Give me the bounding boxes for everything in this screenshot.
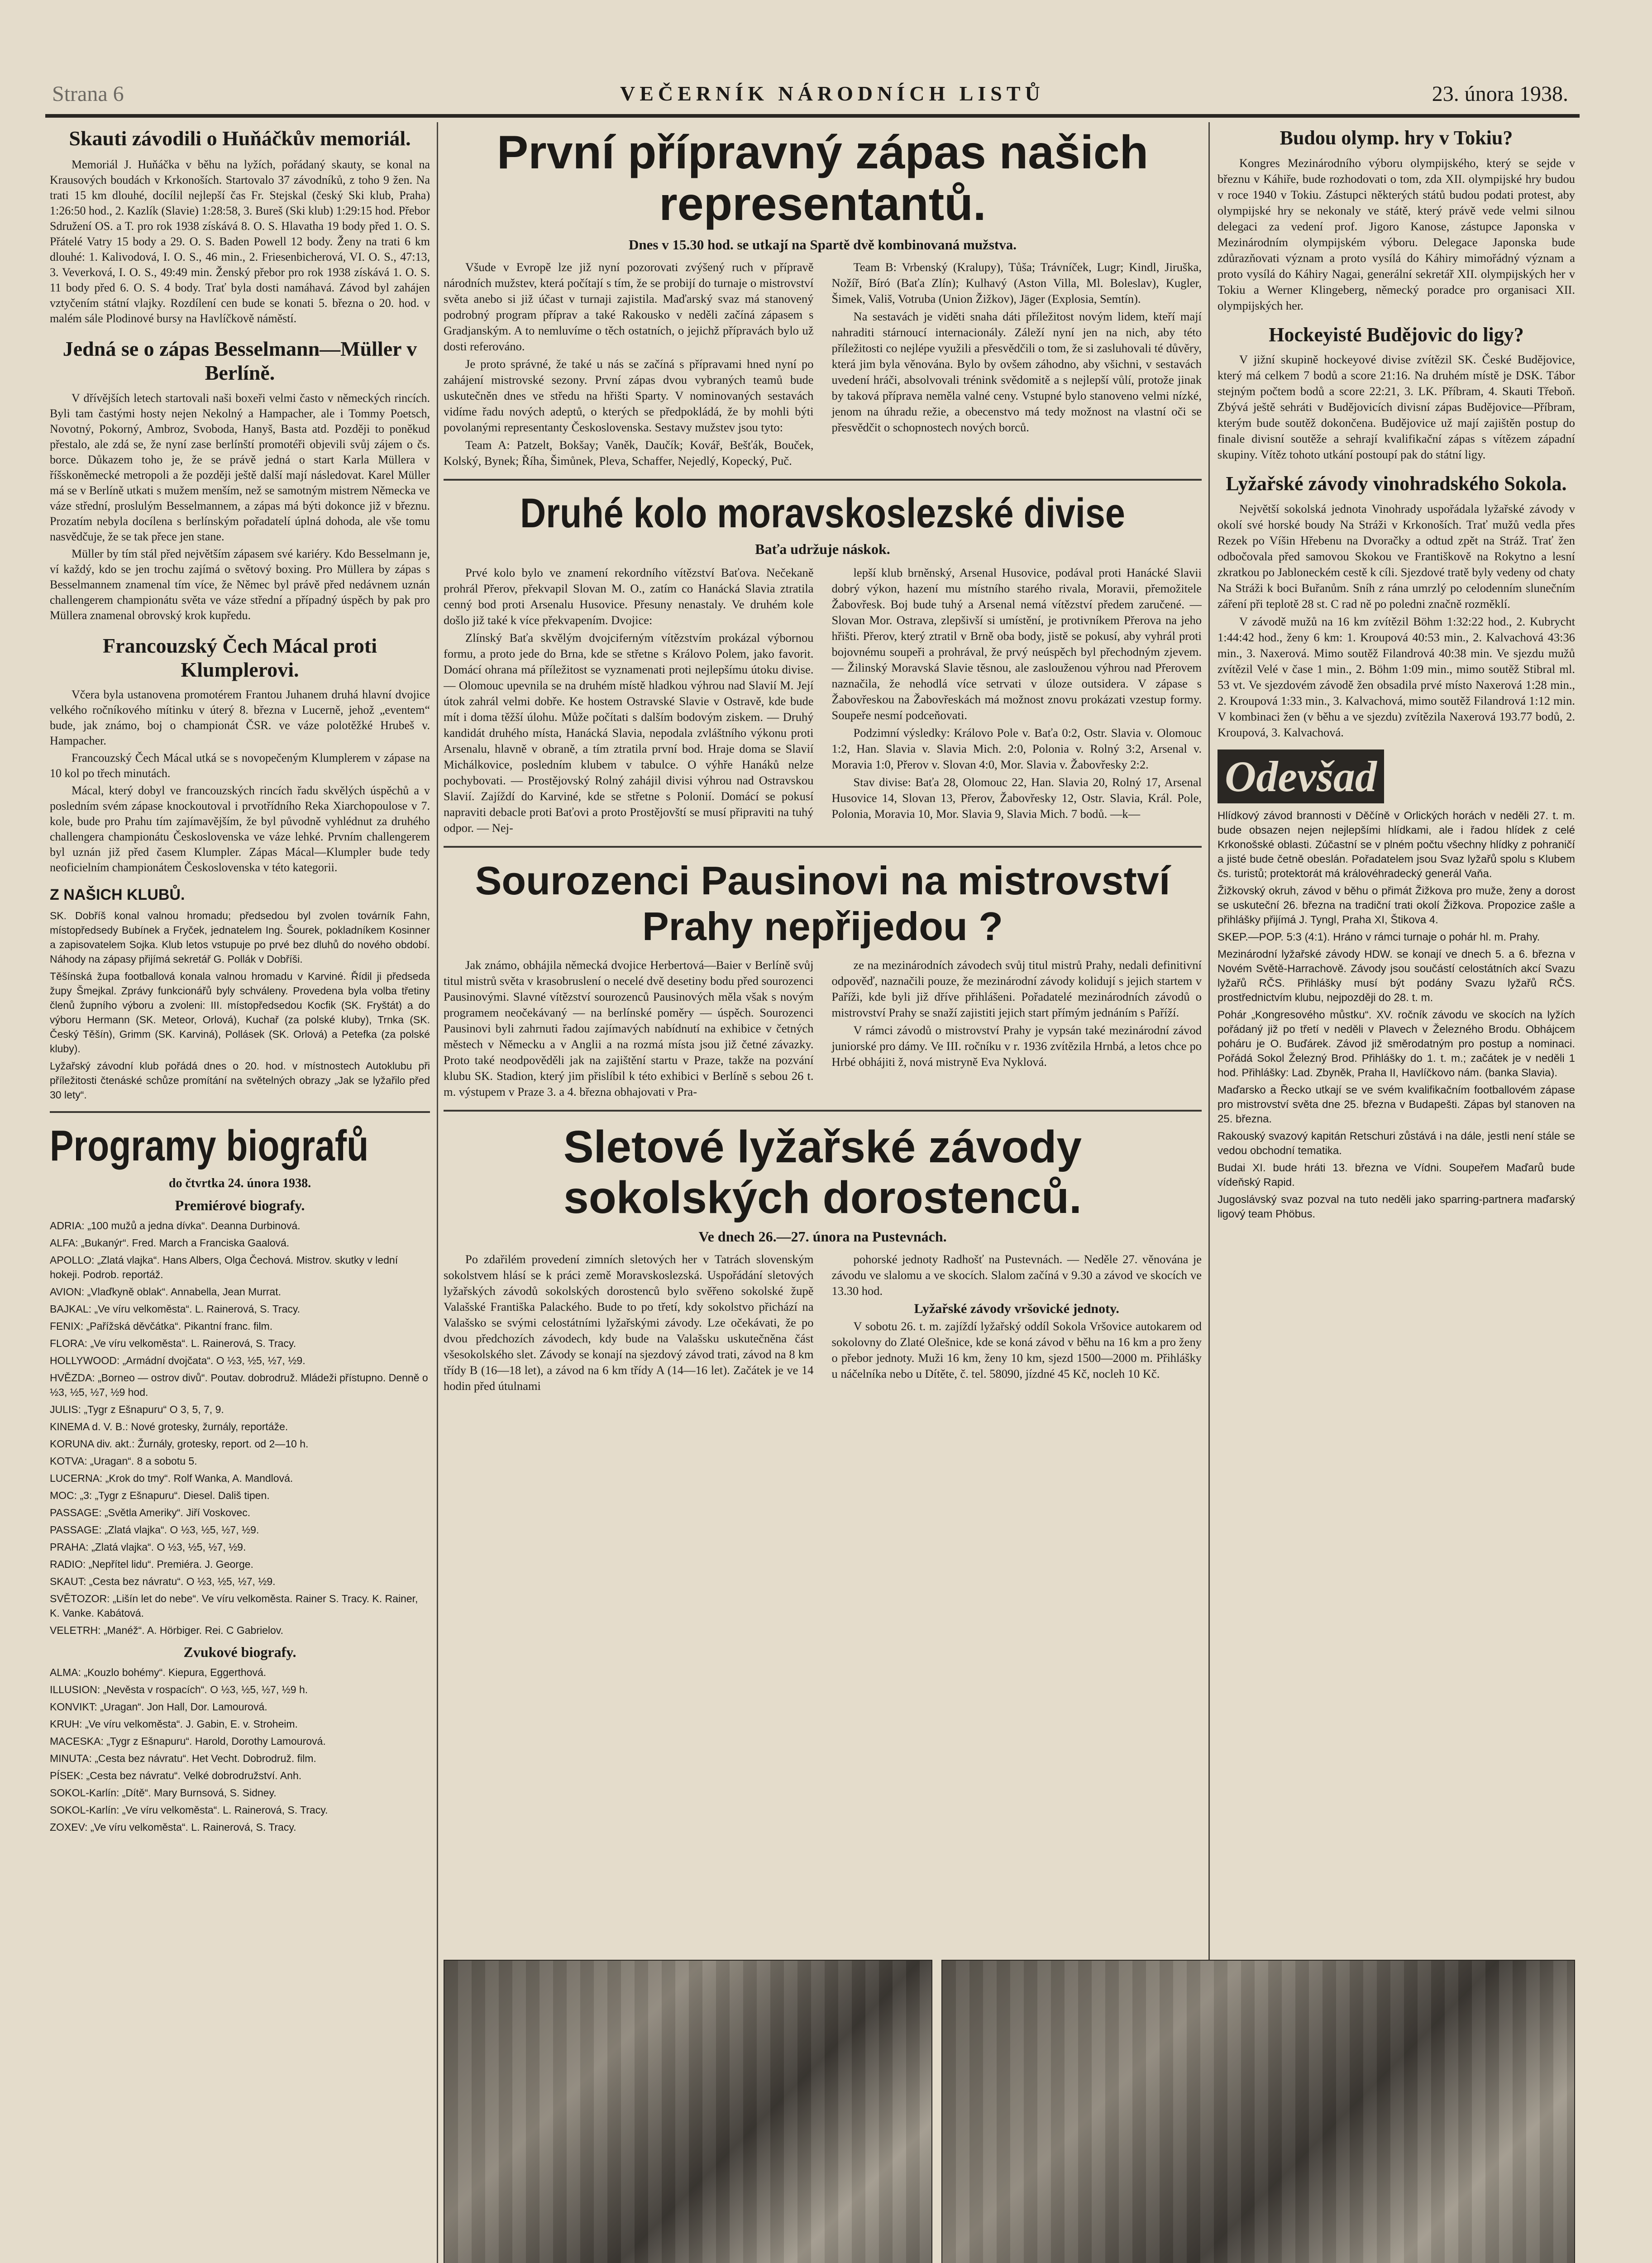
premiere-item: LUCERNA: „Krok do tmy“. Rolf Wanka, A. Mandlová. (50, 1472, 293, 1485)
zvukove-item: ILLUSION: „Nevěsta v rospacích“. O ½3, ½5, ½7, ½9 h. (50, 1684, 308, 1696)
paragraph: Lyžařský závodní klub pořádá dnes o 20. hod. v místnostech Autoklubu při příležitosti čtenáské schůze promítání na světelných obrazy „Jak se lyžařilo před 30 lety“. (50, 1060, 430, 1101)
article-francouzsky (50, 687, 430, 875)
paragraph: Největší sokolská jednota Vinohrady uspořádala lyžařské závody v okolí své horské boudy Na Stráži v Krkonoších. Trať mužů vedla přes Rezek po Víšin Hřebenu na Dvoračky a odtud zpět na Stráž. Trať žen odbočovala před samovou Skokou ve Františkově na Rokytno a lesní zkratkou po Jabloneckém cestě k cíli. Sjezdové tratě byly vedeny od chaty Na Stráži k boci Buřanům. Sníh z rána umrzlý po celodenním slunečním záření při teplotě 28 st. C rad ně po poledni značně rozměklí. (1218, 501, 1575, 611)
odevsad-item: Pohár „Kongresového můstku“. XV. ročník závodu ve skocích na lyžích pořádaný již po třetí v neděli v Plavech v Železného Brodu. Obhájcem poháru je O. Buďárek. Závod již směrodatným pro postup a nominaci. Pořádá Sokol Železný Brod. Přihlášky do 1. t. m.; začátek je v neděli 1 hod. Přihlášky: Lad. Zbyněk, Praha II, Havlíčkovo nám. (banka Slavia). (1218, 1008, 1575, 1079)
headline-vinohrady: Lyžařské závody vinohradského Sokola. (1226, 473, 1567, 495)
photo-tyrs-house (941, 1960, 1575, 2263)
article-hokej: V jižní skupině hockeyové divise zvítězil SK. České Budějovice, který má celkem 7 bodů a score 21:16. Na druhém místě je DSK. Tábor stejným počtem bodů a score 22:21, 3. LK. Příbram, 4. Skauti Třeboň. Zbývá ještě sehráti v Budějovicích divisní zápas Budějovice—Příbram, kterým bude soutěž dokončena. Budějovice už mají zajištěn postup do finale divisní soutěže a sehrají kvalifikační zápas s vítězem západní skupiny. Vítěz tohoto utkání postoupí pak do státní ligy. (1218, 353, 1575, 462)
premiere-item: SVĚTOZOR: „Lišín let do nebe“. Ve víru velkoměsta. Rainer S. Tracy. K. Rainer, K. Vanke. Kabátová. (50, 1593, 418, 1619)
paragraph: V závodě mužů na 16 km zvítězil Böhm 1:32:22 hod., 2. Kubrycht 1:44:42 hod., ženy 6 km: 1. Kroupová 40:53 min., 2. Kalvachová 43:36 min., 3. Naxerová. Mimo soutěž Filandrová 40:38 min. Ve sjezdu mužů zvítězil Velé v čase 1 min., 2. Böhm 1:09 min., mimo soutěž Stibral ml. 53 vt. Ve sjezdovém závodě žen obsadila prvé místo Naxerová 1:28 min., 2. Kroupová 1:33 min., 3. Kalvachová, mimo soutěž Filandrová 1:12 min. V kombinaci žen (v běhu a ve sjezdu) zvítězila Naxerová 193.77 bodů, 2. Kroupová, 3. Kalvachová. (1218, 614, 1575, 739)
paragraph: ze na mezinárodních závodech svůj titul mistrů Prahy, nedali definitivní odpověď, naznačili pouze, že mezinárodní závody kolidují s jejich startem v Paříži, kde byli již dříve přihlášeni. Pořadatelé mezinárodních závodů o mistrovství Prahy se snaží zajistiti jejich start přímým jednáním s Paříží. (831, 958, 1202, 1020)
section-rule (50, 1111, 430, 1113)
programy-date: do čtvrtka 24. února 1938. (168, 1176, 311, 1191)
article-olymp: Kongres Mezinárodního výboru olympijského, který se sejde v březnu v Káhiře, bude rozhodovati o tom, zda XII. olympijské hry budou v roce 1940 v Tokiu. Zástupci některých států budou podati protest, aby olympijské hry se nekonaly ve státě, který právě vede velmi silnou delegaci za vedení prof. Jigoro Kanose, zástupce Japonska v Mezinárodním olympijském výboru. Delegace Japonska bude zdůrazňovati význam a proto vysílá do Káhiry mimořádný význam a proto vysílá do Káhiry Nagai, generální sekretář XII. olympijských her v Tokiu a Werner Klingeberg, německý poradce pro organisaci XII. olympijských her. (1218, 156, 1575, 312)
article-pausinovi (444, 957, 1202, 1100)
headline-kluby: Z NAŠICH KLUBŮ. (50, 886, 185, 904)
premiere-item: KORUNA div. akt.: Žurnály, grotesky, report. od 2—10 h. (50, 1438, 309, 1450)
premiere-item: MOC: „3: „Tygr z Ešnapuru“. Diesel. Dališ tipen. (50, 1490, 270, 1502)
paragraph: Zlínský Baťa skvělým dvojciferným vítězstvím prokázal výbornou formu, a proto jede do Brna, kde se střetne s Královo Polem, jako favorit. Domácí ohrana má příležitost se vyznamenati proti nejlepšímu útoku divise. — Olomouc upevnila se na druhém místě hladkou výhrou nad Slavií M. Její útok zahrál velmi dobře. Ke hostem Ostravské Slavie v Ostravě, kde bude mít i doma těžší úlohu. Může počítati s dalším bodovým ziskem. — Druhý kandidát druhého místa, Hanácká Slavia, nepodala zvláštního výkonu proti Arsenalu, hlavně v obraně, a tím ztratila první bod. Hraje doma se Slavií Michálkovice, posledním klubem v tabulce. O výhře Hanáků nelze pochybovati. — Prostějovský Rolný zahájil divisi výhrou nad Ostravskou Slavií. Zajíždí do Karviné, kde se střetne s Polonií. Domácí se pokusí napraviti debacle proti Baťovi a proto Prostějovští se musí připraviti na tuhý odpor. — Nej- (444, 630, 814, 835)
section-rule (444, 846, 1202, 848)
subhead-prvni: Dnes v 15.30 hod. se utkají na Spartě dvě kombinovaná mužstva. (629, 236, 1017, 253)
zvukove-item: ZOXEV: „Ve víru velkoměsta“. L. Rainerová, S. Tracy. (50, 1821, 296, 1833)
newspaper-name: VEČERNÍK NÁRODNÍCH LISTŮ (620, 82, 1045, 105)
subhead-sletove: Ve dnech 26.—27. února na Pustevnách. (698, 1228, 947, 1245)
premiere-item: KOTVA: „Uragan“. 8 a sobotu 5. (50, 1455, 197, 1467)
odevsad-item: Jugoslávský svaz pozval na tuto neděli jako sparring-partnera maďarský ligový team Phöbus. (1218, 1193, 1575, 1220)
paragraph: pohorské jednoty Radhošť na Pustevnách. — Neděle 27. věnována je závodu ve slalomu a ve skocích. Slalom začíná v 9.30 a závod ve skocích ve 13.30 hod. (831, 1252, 1202, 1298)
middle-column (444, 127, 1202, 2263)
masthead (45, 81, 1575, 113)
paragraph: V rámci závodů o mistrovství Prahy je vypsán také mezinárodní závod juniorské pro dámy. Ve III. ročníku v r. 1936 zvítězila Hrnbá, a letos chce po Hrbé obhájiti ž, nová mistryně Eva Nyklová. (831, 1023, 1202, 1069)
paragraph: Prvé kolo bylo ve znamení rekordního vítězství Baťova. Nečekaně prohrál Přerov, překvapil Slovan M. O., zatím co Hanácká Slavia ztratila cenný bod proti Arsenalu Husovice. Přesuny nenastaly. Ve druhém kole došlo již také k více překvapením. Dvojice: (444, 565, 814, 627)
premiere-heading: Premiérové biografy. (175, 1197, 305, 1214)
premiere-item: JULIS: „Tygr z Ešnapuru“ O 3, 5, 7, 9. (50, 1404, 224, 1416)
paragraph: V dřívějších letech startovali naši boxeři velmi často v německých rincích. Byli tam častými hosty nejen Nekolný a Hampacher, ale i Tommy Poetsch, Novotný, Pokorný, Ambroz, Svoboda, Hanyš, Basta atd. Později to poněkud přestalo, ale zdá se, že nyní zase berlínští promotéři objevili svůj zájem o čs. borce. Důkazem toho je, že se právě jedná o start Karla Müllera v říšskoněmecké metropoli a že později ještě další mají následovat. Karel Müller má se v Berlíně utkati s mužem menším, než se samotným mistrem Německa ve váze střední, proslulým Besselmannem, a zápas má býti dokonce již v březnu. Prozatím nebyla docílena s berlínským pořadatelí úplná dohoda, ale vše tomu nasvědčuje, že se tak přece jen stane. (50, 391, 430, 543)
odevsad-title: Odevšad (1218, 750, 1384, 803)
odevsad-item: SKEP.—POP. 5:3 (4:1). Hráno v rámci turnaje o pohár hl. m. Prahy. (1218, 931, 1540, 943)
premiere-item: SKAUT: „Cesta bez návratu“. O ½3, ½5, ½7, ½9. (50, 1576, 276, 1588)
paragraph: Francouzský Čech Mácal utká se s novopečeným Klumplerem v zápase na 10 kol po třech minutách. (50, 751, 430, 780)
zvukove-item: PÍSEK: „Cesta bez návratu“. Velké dobrodružství. Anh. (50, 1770, 302, 1782)
paragraph: Včera byla ustanovena promotérem Frantou Juhanem druhá hlavní dvojice velkého ročníkového mítinku v úterý 8. března v Lucerně, jehož „eventem“ bude, jak známo, boj o championát ČSR. ve váze polotěžké Hrubeš v. Hampacher. (50, 688, 430, 748)
odevsad-item: Maďarsko a Řecko utkají se ve svém kvalifikačním footballovém zápase pro mistrovství světa dne 25. března v Budapešti. Zápas byl stanoven na 25. března. (1218, 1084, 1575, 1125)
headline-prvni: První přípravný zápas našich representantů. (497, 127, 1149, 231)
premiere-item: PASSAGE: „Světla Ameriky“. Jiří Voskovec. (50, 1507, 251, 1519)
paragraph: Team B: Vrbenský (Kralupy), Tůša; Trávníček, Lugr; Kindl, Jiruška, Nožíř, Bíró (Baťa Zlín); Kulhavý (Aston Villa, Ml. Boleslav), Kugler, Šimek, Vališ, Votruba (Union Žižkov), Jäger (Explosia, Semtín). (831, 260, 1202, 306)
zvukove-heading: Zvukové biografy. (183, 1644, 296, 1661)
odevsad-item: Budai XI. bude hráti 13. března ve Vídni. Soupeřem Maďarů bude vídeňský Rapid. (1218, 1161, 1575, 1189)
subhead-druhe: Baťa udržuje náskok. (755, 540, 890, 557)
paragraph: Jak známo, obhájila německá dvojice Herbertová—Baier v Berlíně svůj titul mistrů světa v krasobruslení o necelé dvě desetiny bodu před sourozenci Pausinovými. Slavné vítězství sourozenců Pausinových měla však s novým programem neočekávaný — na berlínské poměry — úspěch. Sourozenci Pausinovi byli zahrnuti řadou zajímavých nabídnutí na exhibice v četných městech v Německu a v Anglii a na rozmá místa jsou již četné závazky. Proto také neodpověděli jak na zajištění startu v Praze, takže na pozvání klubu SK. Stadion, který jim přislíbil k této exhibici v Berlíně s sebou 26 t. m. výstupem v Praze 3. a 4. března obhajovati v Pra- (444, 958, 814, 1099)
headline-druhe: Druhé kolo moravskoslezské divise (520, 490, 1125, 536)
paragraph: Těšínská župa footballová konala valnou hromadu v Karviné. Řídil ji předseda župy Šmejkal. Zprávy funkcionářů byly schváleny. Provedena byla volba třetiny členů župního výboru a zvoleni: III. místopředsedou Kocfik (SK. Fryštát) a do výboru Hermann (SK. Meteor, Orlová), Kuchař (za polské kluby), Trnka (SK. Český Těšín), Grimm (SK. Karviná), Pollásek (SK. Orlová) a Petefka (za polské kluby). (50, 970, 430, 1055)
paragraph: Všude v Evropě lze již nyní pozorovati zvýšený ruch v přípravě národních mužstev, která počítají s tím, že se probijí do turnaje o mistrovství světa anebo si již účast v turnaji zajistila. Maďarský svaz má stanovený podrobný program příprav a také Rakousko v neděli začíná zápasem s Gradjanským. A to nemluvíme o těch ostatních, o jejichž přípravách bylo už dosti referováno. (444, 260, 814, 353)
column-divider (437, 122, 438, 2263)
vrsovice-heading: Lyžařské závody vršovické jednoty. (914, 1301, 1119, 1317)
premiere-item: AVION: „Vlaďkyně oblak“. Annabella, Jean Murrat. (50, 1286, 282, 1298)
zvukove-item: ALMA: „Kouzlo bohémy“. Kiepura, Eggerthová. (50, 1666, 267, 1679)
right-column (1218, 127, 1575, 1951)
page-number: Strana 6 (52, 82, 124, 106)
premiere-item: ADRIA: „100 mužů a jedna dívka“. Deanna Durbinová. (50, 1220, 301, 1232)
premiere-item: PRAHA: „Zlatá vlajka“. O ½3, ½5, ½7, ½9. (50, 1541, 246, 1553)
article-vinohrady (1218, 501, 1575, 740)
headline-pausinovi: Sourozenci Pausinovi na mistrovství Prahy nepřijedou ? (475, 858, 1170, 949)
zvukove-item: SOKOL-Karlín: „Ve víru velkoměsta“. L. Rainerová, S. Tracy. (50, 1804, 328, 1816)
left-column (50, 127, 430, 2263)
column-divider (1208, 122, 1210, 2263)
premiere-item: BAJKAL: „Ve víru velkoměsta“. L. Rainerová, S. Tracy. (50, 1303, 301, 1315)
article-druhe (444, 565, 1202, 836)
headline-olymp: Budou olymp. hry v Tokiu? (1280, 127, 1513, 149)
zvukove-item: KRUH: „Ve víru velkoměsta“. J. Gabin, E. v. Stroheim. (50, 1718, 298, 1730)
zvukove-list (50, 1665, 430, 1834)
paragraph: lepší klub brněnský, Arsenal Husovice, podával proti Hanácké Slavii dobrý výkon, hazení mu místního starého rivala, Moravii, přemožitele Žabovřesk. Boj bude tuhý a Arsenal nemá vítězství předem zaručené. — Slovan Mor. Ostrava, zlepšivší si umístění, je protivníkem Přerova na jeho hřišti. Přerov, který ztratil v Brně oba body, jistě se pokusí, aby vyhrál proti bojovnému soupeři a prohrával, že prvý neúspěch byl přechodným zjevem. — Žilinský Moravská Slavie těsnou, ale zaslouženou výhrou nad Přerovem naznačila, že nehodlá více setrvati v úloze outsidera. V zápase s Žabovřeskou na Žabovřeskách má možnost znovu prokázati vzestup formy. Soupeře nesmí podceňovati. (831, 565, 1202, 722)
headline-hokej: Hockeyisté Budějovic do ligy? (1269, 323, 1524, 346)
premiere-list (50, 1218, 430, 1638)
premiere-item: HVĚZDA: „Borneo — ostrov divů“. Poutav. dobrodruž. Mládeži přístupno. Denně o ½3, ½5, ½7, ½9 hod. (50, 1372, 428, 1399)
odevsad-banner (1218, 750, 1575, 803)
premiere-item: PASSAGE: „Zlatá vlajka“. O ½3, ½5, ½7, ½9. (50, 1524, 259, 1536)
paragraph: Je proto správné, že také u nás se začíná s přípravami hned nyní po zahájení mistrovské sezony. První zápas dvou vybraných teamů bude uskutečněn dnes ve středu na hřišti Sparty. V nominovaných sestavách vidíme řadu nových adeptů, o kterých se předpokládá, že by mohli býti povolanými representanty Československa. Sestavy mužstev jsou tyto: (444, 357, 814, 434)
headline-jedna: Jedná se o zápas Besselmann—Müller v Berlíně. (62, 337, 417, 384)
article-sletove (444, 1251, 1202, 1394)
paragraph: Podzimní výsledky: Královo Pole v. Baťa 0:2, Ostr. Slavia v. Olomouc 1:2, Han. Slavia v. Slavia Mich. 2:0, Polonia v. Rolný 3:2, Arsenal v. Moravia 1:0, Přerov v. Slovan 4:0, Mor. Slavia v. Žabovřesky 2:2. (831, 726, 1202, 771)
photo-judges (444, 1960, 932, 2263)
premiere-item: RADIO: „Nepřítel lidu“. Premiéra. J. George. (50, 1558, 253, 1571)
article-prvni (444, 259, 1202, 469)
odevsad-list (1218, 809, 1575, 1222)
zvukove-item: MACESKA: „Tygr z Ešnapuru“. Harold, Dorothy Lamourová. (50, 1735, 326, 1747)
premiere-item: KINEMA d. V. B.: Nové grotesky, žurnály, reportáže. (50, 1421, 288, 1433)
premiere-item: ALFA: „Bukanýr“. Fred. March a Franciska Gaalová. (50, 1237, 290, 1249)
paragraph: Müller by tím stál před největším zápasem své kariéry. Kdo Besselmann je, ví každý, kdo se jen trochu zajímá o světový boxing. Pro Müllera by zápas s Besselmannem znamenal tím více, že Němec byl právě před nedávnem uznán challengerem championátu světa ve váze střední a případný úspěch by pak pro Müllera znamenal obrovský krok kupředu. (50, 547, 430, 622)
masthead-rule (45, 114, 1580, 118)
odevsad-item: Mezinárodní lyžařské závody HDW. se konají ve dnech 5. a 6. března v Novém Světě-Harrachově. Závody jsou součástí celostátních akcí Svazu lyžařů RČS. Přihlášky musí být podány Svazu lyžařů RČS. prostřednictvím klubu, nejpozději do 28. t. m. (1218, 948, 1575, 1004)
paragraph: Mácal, který dobyl ve francouzských rincích řadu skvělých úspěchů a v posledním svém zápase knockoutoval i prvotřídního Reka Xiarchopoulose v 7. kole, bude pro Prahu tím zajímavějším, že byl původně vyhlédnut za druhého challengera championátu Československa ve váze lehké. Prvním challengerem byl uznán již před časem Klumpler. Zápas Mácal—Klumpler bude tedy neoficielním championátem Československa v této kategorii. (50, 784, 430, 874)
odevsad-item: Rakouský svazový kapitán Retschuri zůstává i na dále, jestli není stále se vedou obchodní tematika. (1218, 1130, 1575, 1157)
section-rule (444, 1110, 1202, 1112)
zvukove-item: SOKOL-Karlín: „Dítě“. Mary Burnsová, S. Sidney. (50, 1787, 277, 1799)
paragraph: V sobotu 26. t. m. zajíždí lyžařský oddíl Sokola Vršovice autokarem od sokolovny do Zlaté Olešnice, kde se koná závod v běhu na 16 km a pro ženy o přebor jednoty. Muži 16 km, ženy 10 km, sjezd 1500—2000 m. Přihlášky u náčelníka nebo u Dítěte, č. tel. 58090, jízdné 45 Kč, nocleh 10 Kč. (831, 1319, 1202, 1381)
headline-sletove: Sletové lyžařské závody sokolských dorostenců. (563, 1122, 1082, 1223)
article-skauti: Memoriál J. Huňáčka v běhu na lyžích, pořádaný skauty, se konal na Krausových boudách v Krkonoších. Startovalo 37 závodníků, z toho 9 žen. Na trati 15 km dlouhé, docílil nejlepší čas Fr. Stejskal (český Ski klub, Praha) 1:26:50 hod., 2. Kazlík (Slavie) 1:28:58, 3. Bureš (Ski klub) 1:29:15 hod. Přebor Sdružení OS. a T. pro rok 1938 získává 8. O. S. Hlavatha 19 body před 1. O. S. Přátelé Vatry 15 body a 29. O. S. Baden Powell 12 body. Ženy na trati 6 km dlouhé: 1. Kalivodová, I. O. S., 46 min., 2. Friesenbicherová, VI. O. S., 47:13, 3. Veverková, I. O. S., 49:49 min. Ženský přebor pro rok 1938 získává 1. O. S. 11 body před 6. O. S. 4 body. Trať byla dosti namáhavá. Závod byl zahájen vztyčením státní vlajky. Rozdílení cen bude se konati 5. března o 20. hod. v malém sále Plodinové bursy na Havlíčkově náměstí. (50, 158, 430, 325)
odevsad-item: Hlídkový závod brannosti v Děčíně v Orlických horách v neděli 27. t. m. bude obsazen nejen nejlepšími hlídkami, ale i řadou hlídek z celé Krkonošské oblasti. Zúčastní se v plném počtu všechny hlídky z pohraničí a jisté bude četně obeslán. Pořadatelem jsou Svaz lyžařů spolu s Klubem čs. turistů; protektorát má královéhradecký generál Vaňa. (1218, 809, 1575, 880)
paragraph: Team A: Patzelt, Bokšay; Vaněk, Daučík; Kovář, Bešťák, Bouček, Kolský, Bynek; Říha, Šimůnek, Pleva, Schaffer, Nejedlý, Kopecký, Puč. (444, 438, 814, 468)
paragraph: Stav divise: Baťa 28, Olomouc 22, Han. Slavia 20, Rolný 17, Arsenal Husovice 14, Slovan 13, Přerov, Žabovřesky 12, Ostr. Slavia, Král. Pole, Polonia, Moravia 10, Mor. Slavia 9, Slavia Mich. 7 bodů. —k— (831, 775, 1202, 821)
issue-date: 23. února 1938. (1432, 82, 1568, 106)
premiere-item: VELETRH: „Manéž“. A. Hörbiger. Rei. C Gabrielov. (50, 1624, 283, 1637)
zvukove-item: KONVIKT: „Uragan“. Jon Hall, Dor. Lamourová. (50, 1701, 267, 1713)
premiere-item: FENIX: „Pařížská děvčátka“. Pikantní franc. film. (50, 1320, 273, 1332)
premiere-item: FLORA: „Ve víru velkoměsta“. L. Rainerová, S. Tracy. (50, 1337, 296, 1350)
odevsad-item: Žižkovský okruh, závod v běhu o přimát Žižkova pro muže, ženy a dorost se uskuteční 26. března na tradiční trati okolí Žižkova. Propozice zašle a přihlášky přijímá J. Tyngl, Praha XI, Štikova 4. (1218, 884, 1575, 926)
paragraph: SK. Dobříš konal valnou hromadu; předsedou byl zvolen továrník Fahn, místopředsedy Bubínek a Fryček, jednatelem Ing. Šourek, pokladníkem Kosinner a zapisovatelem Sojka. Klub letos vstupuje po prvé bez dluhů do nového období. Náhody na zápasy přijímá sekretář G. Pollák v Dobříši. (50, 910, 430, 965)
section-rule (444, 479, 1202, 481)
paragraph: Po zdařilém provedení zimních sletových her v Tatrách slovenským sokolstvem hlásí se k práci země Moravskoslezská. Uspořádání sletových lyžařských závodů sokolských dorostenců bylo svěřeno sokolské župě Valašské Františka Palackého. Bude to po třetí, kdy sokolstvo přichází na Valašsko se svými celostátními lyžařskými závody. Lze očekávati, že po dvou předchozích závodech, kdy bude na Valašsku uskutečněna část všesokolského slet. Závody se konají na sjezdový závod trati, závod na 8 km třídy B (16—18 let), a závod na 6 km třídy A (14—16 let). Začátek je ve 14 hodin před útulnami (444, 1252, 814, 1393)
article-jedna (50, 391, 430, 623)
zvukove-item: MINUTA: „Cesta bez návratu“. Het Vecht. Dobrodruž. film. (50, 1752, 316, 1765)
headline-francouzsky: Francouzský Čech Mácal proti Klumplerovi. (102, 634, 377, 681)
headline-programy: Programy biografů (50, 1122, 369, 1170)
premiere-item: HOLLYWOOD: „Armádní dvojčata“. O ½3, ½5, ½7, ½9. (50, 1355, 306, 1367)
paragraph: Na sestavách je viděti snaha dáti příležitost novým lidem, kteří mají nahraditi stárnoucí internacionály. Záleží nyní jen na nich, aby této příležitosti co nejlépe využili a přesvědčili o tom, že si zasluhovali té důvěry, která jim byla věnována. Bylo by ovšem záhodno, aby všichni, v sestavách uvedení hráči, absolvovali trénink svědomitě a s nejlepší vůlí, protože jinak by taková příprava neměla valné ceny. Vstupné bylo stanoveno velmi nízké, jenom na úhradu režie, a obecenstvo má tedy možnost na vlastní oči se přesvědčit o schopnostech nových borců. (831, 309, 1202, 434)
article-kluby (50, 908, 430, 1102)
premiere-item: APOLLO: „Zlatá vlajka“. Hans Albers, Olga Čechová. Mistrov. skutky v lední hokeji. Podrob. reportáž. (50, 1254, 398, 1281)
headline-skauti: Skauti závodili o Huňáčkův memoriál. (69, 127, 411, 150)
